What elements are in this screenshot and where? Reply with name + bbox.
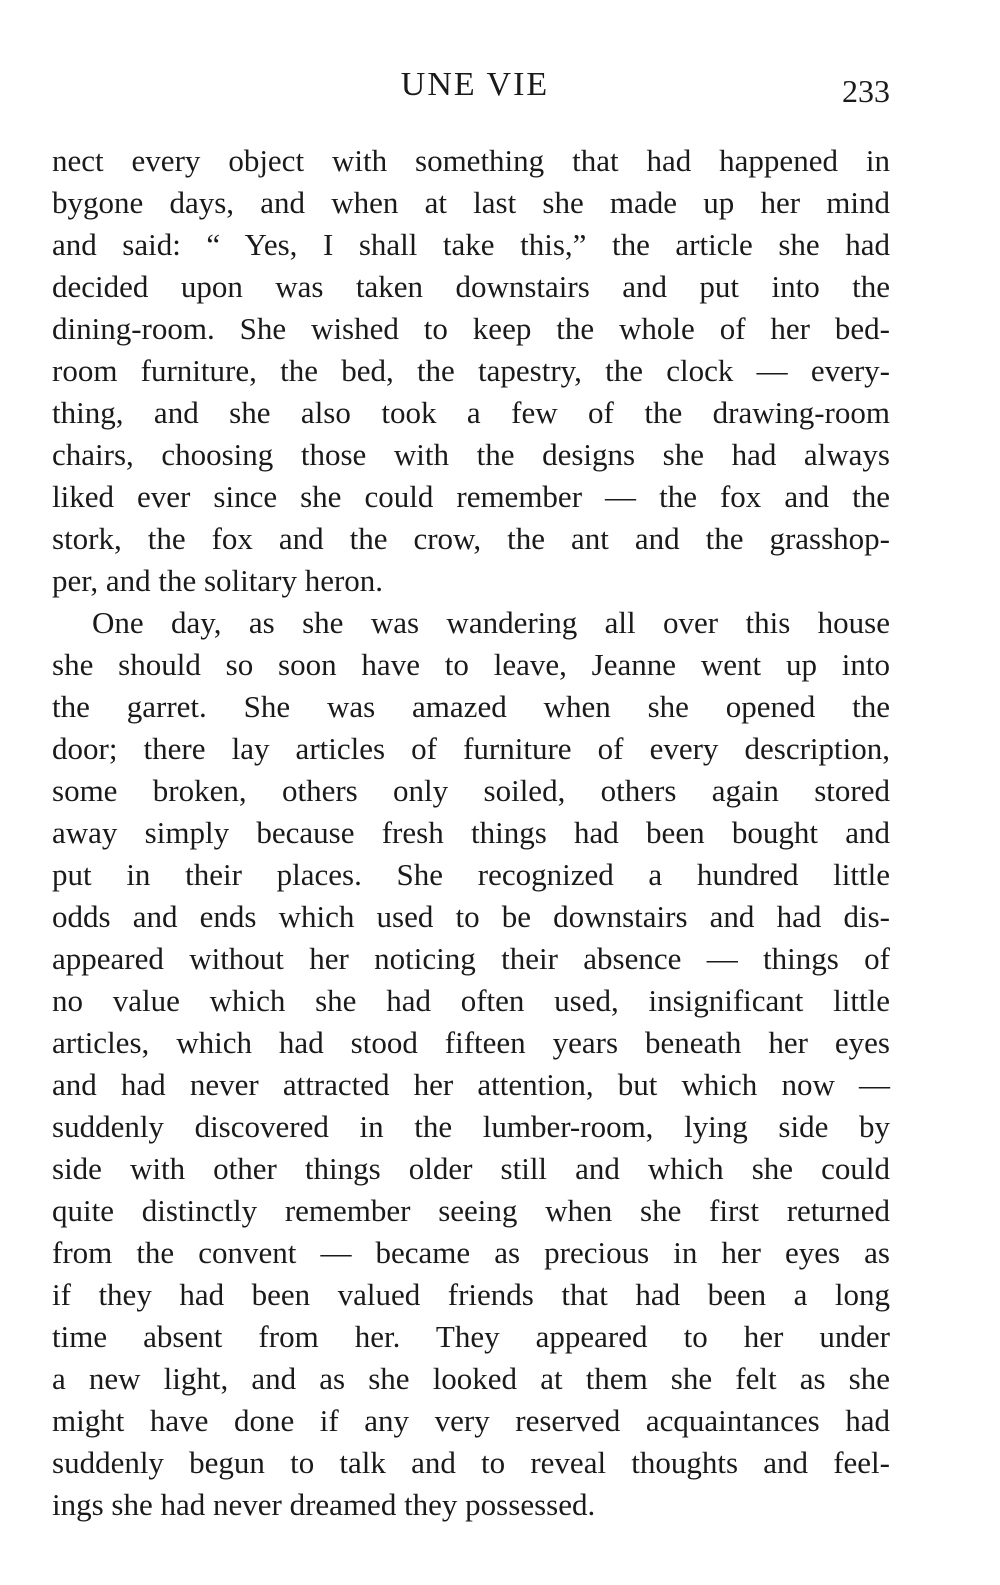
running-title: UNE VIE bbox=[400, 66, 550, 103]
text-line: no value which she had often used, insignificant little bbox=[52, 983, 890, 1018]
text-line: door; there lay articles of furniture of every description, bbox=[52, 731, 890, 766]
text-line: away simply because fresh things had been bought and bbox=[52, 815, 890, 850]
text-line: some broken, others only soiled, others again stored bbox=[52, 773, 890, 808]
text-line: the garret. She was amazed when she opened the bbox=[52, 689, 890, 724]
text-line: a new light, and as she looked at them she felt as she bbox=[52, 1361, 890, 1396]
text-line: ings she had never dreamed they possessed. bbox=[52, 1487, 596, 1522]
text-line: time absent from her. They appeared to her under bbox=[52, 1319, 890, 1354]
text-line: if they had been valued friends that had been a long bbox=[52, 1277, 890, 1312]
body-text bbox=[52, 140, 890, 1526]
text-line: stork, the fox and the crow, the ant and the grasshop- bbox=[52, 521, 890, 556]
text-line: side with other things older still and which she could bbox=[52, 1151, 890, 1186]
text-line: per, and the solitary heron. bbox=[52, 563, 384, 598]
text-line: and had never attracted her attention, but which now — bbox=[52, 1067, 890, 1102]
text-line: she should so soon have to leave, Jeanne went up into bbox=[52, 647, 890, 682]
text-line: put in their places. She recognized a hundred little bbox=[52, 857, 890, 892]
text-line: thing, and she also took a few of the drawing-room bbox=[52, 395, 890, 430]
page-number: 233 bbox=[842, 73, 890, 109]
text-line: dining-room. She wished to keep the whole of her bed- bbox=[52, 311, 890, 346]
text-line: and said: “ Yes, I shall take this,” the article she had bbox=[52, 227, 890, 262]
running-head bbox=[50, 60, 900, 110]
text-line: nect every object with something that had happened in bbox=[52, 143, 890, 178]
text-line: odds and ends which used to be downstairs and had dis- bbox=[52, 899, 890, 934]
text-line: might have done if any very reserved acquaintances had bbox=[52, 1403, 890, 1438]
text-line: One day, as she was wandering all over this house bbox=[92, 605, 890, 640]
text-line: decided upon was taken downstairs and put into the bbox=[52, 269, 890, 304]
text-line: bygone days, and when at last she made up her mind bbox=[52, 185, 890, 220]
text-line: suddenly begun to talk and to reveal thoughts and feel- bbox=[52, 1445, 890, 1480]
text-line: chairs, choosing those with the designs she had always bbox=[52, 437, 890, 472]
text-line: articles, which had stood fifteen years beneath her eyes bbox=[52, 1025, 890, 1060]
text-line: from the convent — became as precious in her eyes as bbox=[52, 1235, 890, 1270]
text-line: appeared without her noticing their absence — things of bbox=[52, 941, 890, 976]
text-line: room furniture, the bed, the tapestry, the clock — every- bbox=[52, 353, 890, 388]
text-line: liked ever since she could remember — the fox and the bbox=[52, 479, 890, 514]
text-line: suddenly discovered in the lumber-room, lying side by bbox=[52, 1109, 890, 1144]
text-line: quite distinctly remember seeing when she first returned bbox=[52, 1193, 890, 1228]
